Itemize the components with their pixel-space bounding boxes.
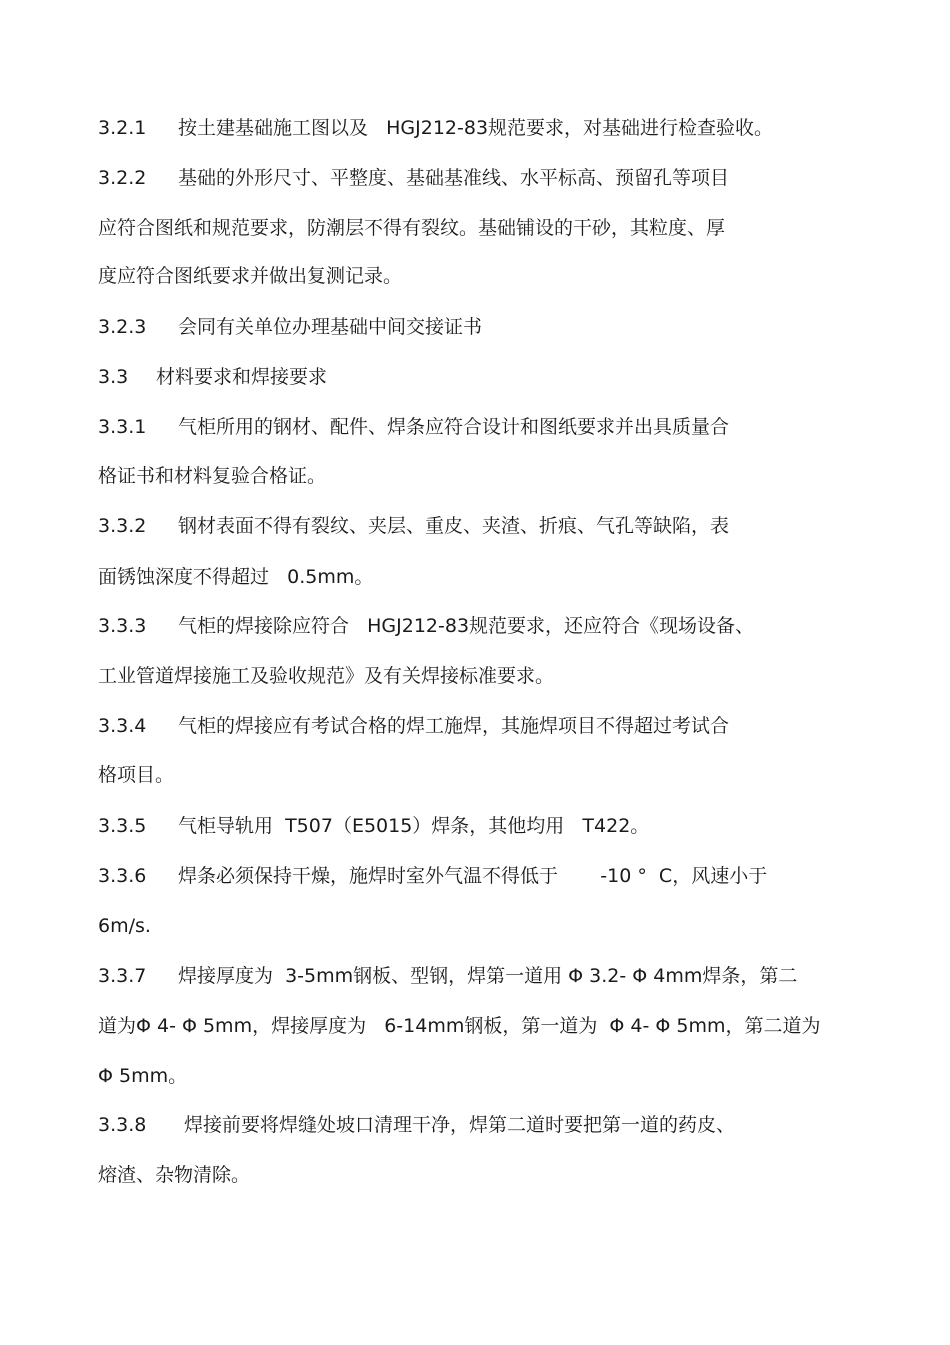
- clause-number: 3.3.3: [98, 615, 147, 637]
- paragraph-line: [98, 864, 767, 888]
- line-text: 基础的外形尺寸、平整度、基础基准线、水平标高、预留孔等项目: [178, 167, 730, 189]
- line-text: 工业管道焊接施工及验收规范》及有关焊接标准要求。: [98, 665, 555, 687]
- paragraph-line: [98, 664, 554, 688]
- clause-number: 3.2.2: [98, 167, 147, 189]
- line-text: 焊条必须保持干燥，施焊时室外气温不得低于 -10 ° C，风速小于: [178, 865, 768, 887]
- line-text: 钢材表面不得有裂纹、夹层、重皮、夹渣、折痕、气孔等缺陷，表: [178, 515, 730, 537]
- paragraph-line: [98, 565, 373, 589]
- line-text: 道为Φ 4- Φ 5mm，焊接厚度为 6-14mm钢板，第一道为 Φ 4- Φ 5mm，第二道为: [98, 1015, 821, 1037]
- clause-number: 3.3.8: [98, 1114, 147, 1136]
- line-text: 会同有关单位办理基础中间交接证书: [178, 316, 483, 338]
- line-text: 熔渣、杂物清除。: [98, 1164, 251, 1186]
- clause-number: 3.3.2: [98, 515, 147, 537]
- clause-number: 3.3.5: [98, 815, 147, 837]
- paragraph-line: [98, 763, 174, 787]
- section-title: 材料要求和焊接要求: [156, 366, 328, 388]
- line-text: 焊接厚度为 3-5mm钢板、型钢，焊第一道用 Φ 3.2- Φ 4mm焊条，第二: [178, 965, 798, 987]
- paragraph-line: [98, 315, 482, 339]
- paragraph-line: [98, 166, 729, 190]
- line-text: 面锈蚀深度不得超过 0.5mm。: [98, 566, 374, 588]
- clause-number: 3.2.1: [98, 117, 147, 139]
- paragraph-line: [98, 1064, 187, 1088]
- line-text: 应符合图纸和规范要求，防潮层不得有裂纹。基础铺设的干砂，其粒度、厚: [98, 217, 726, 239]
- paragraph-line: [98, 1163, 250, 1187]
- paragraph-line: [98, 964, 797, 988]
- clause-number: 3.3.1: [98, 416, 147, 438]
- paragraph-line: [98, 714, 729, 738]
- line-text: 气柜所用的钢材、配件、焊条应符合设计和图纸要求并出具质量合: [178, 416, 730, 438]
- paragraph-line: [98, 116, 773, 140]
- paragraph-line: [98, 264, 402, 288]
- line-text: 气柜的焊接应有考试合格的焊工施焊，其施焊项目不得超过考试合: [178, 715, 730, 737]
- line-text: 气柜的焊接除应符合 HGJ212-83规范要求，还应符合《现场设备、: [178, 615, 755, 637]
- paragraph-line: [98, 914, 151, 938]
- line-text: 气柜导轨用 T507（E5015）焊条，其他均用 T422。: [178, 815, 650, 837]
- clause-number: 3.3.6: [98, 865, 147, 887]
- clause-number: 3.3.7: [98, 965, 147, 987]
- line-text: 按土建基础施工图以及 HGJ212-83规范要求，对基础进行检查验收。: [178, 117, 774, 139]
- line-text: 6m/s.: [98, 915, 151, 937]
- line-text: 度应符合图纸要求并做出复测记录。: [98, 265, 403, 287]
- paragraph-line: [98, 1014, 821, 1038]
- line-text: 格项目。: [98, 764, 175, 786]
- paragraph-line: [98, 614, 754, 638]
- section-number: 3.3: [98, 366, 129, 388]
- paragraph-line: [98, 814, 649, 838]
- paragraph-line: [98, 415, 729, 439]
- clause-number: 3.3.4: [98, 715, 147, 737]
- line-text: Φ 5mm。: [98, 1065, 188, 1087]
- section-heading: [98, 365, 327, 389]
- paragraph-line: [98, 464, 326, 488]
- paragraph-line: [98, 216, 725, 240]
- line-text: 格证书和材料复验合格证。: [98, 465, 327, 487]
- clause-number: 3.2.3: [98, 316, 147, 338]
- paragraph-line: [98, 1113, 735, 1137]
- paragraph-line: [98, 514, 729, 538]
- line-text: 焊接前要将焊缝处坡口清理干净，焊第二道时要把第一道的药皮、: [178, 1114, 736, 1136]
